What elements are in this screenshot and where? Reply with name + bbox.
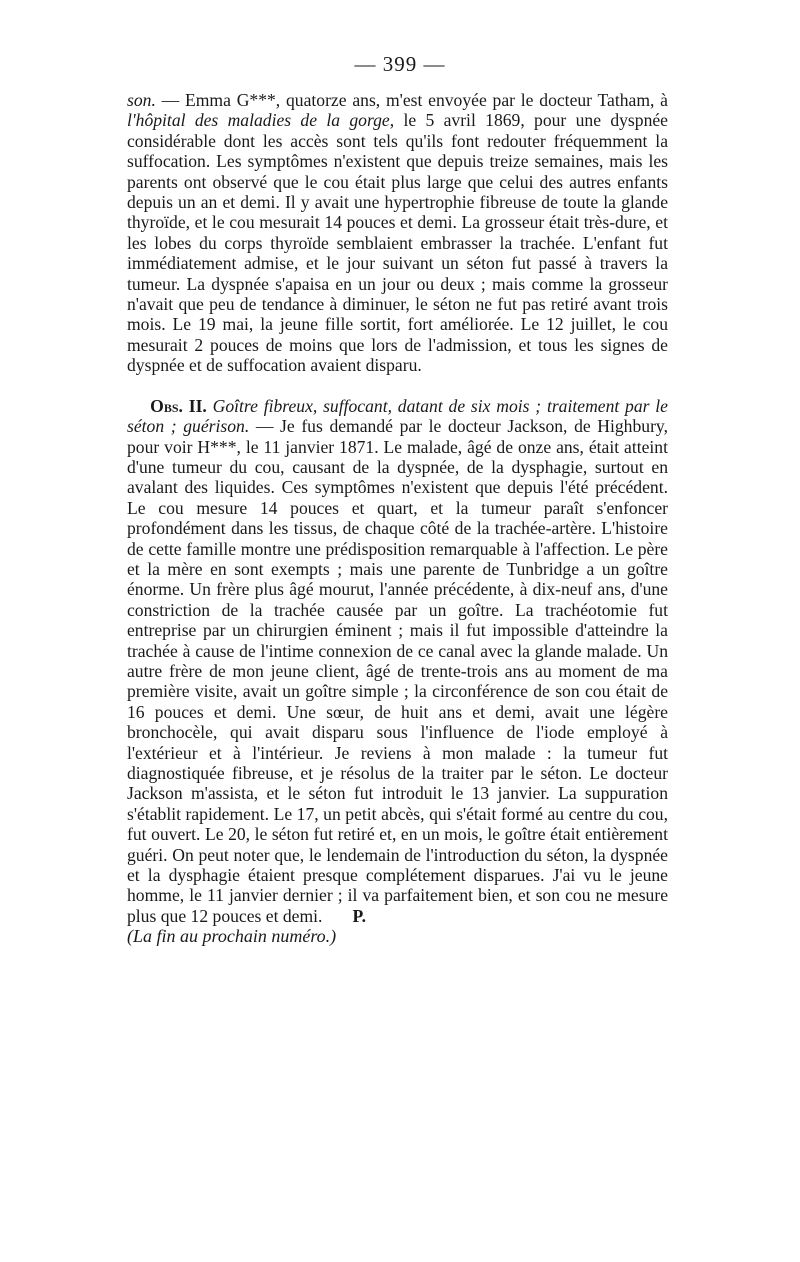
paragraph-1 <box>127 90 668 376</box>
paragraph-1-text-a: — Emma G***, quatorze ans, m'est envoyée par le docteur Tatham, à <box>155 90 668 110</box>
paragraph-2-text: — Je fus demandé par le docteur Jackson, de Highbury, pour voir H***, le 11 janvier 1871. Le malade, âgé de onze ans, était atteint d'une tumeur du cou, causant de la dyspnée, de la dysphagie, surtout en avalant des liquides. Ces symptômes n'existent que depuis l'été précédent. Le cou mesure 14 pouces et quart, et la tumeur paraît s'enfoncer profondément dans les tissus, de chaque côté de la trachée-artère. L'histoire de cette famille montre une prédisposition remarquable à l'affection. Le père et la mère en sont exempts ; mais une parente de Tunbridge a un goître énorme. Un frère plus âgé mourut, l'année précédente, à dix-neuf ans, d'une constriction de la trachée causée par un goître. La trachéotomie fut entreprise par un chirurgien éminent ; mais il fut impossible d'atteindre la trachée à cause de l'intime connexion de ce canal avec la glande malade. Un autre frère de mon jeune client, âgé de trente-trois ans au moment de ma première visite, avait un goître simple ; la circonférence de son cou était de 16 pouces et demi. Une sœur, de huit ans et demi, avait une légère bronchocèle, qui avait disparu sous l'influence de l'iode employé à l'extérieur et à l'intérieur. Je reviens à mon malade : la tumeur fut diagnostiquée fibreuse, et je résolus de la traiter par le séton. Le docteur Jackson m'assista, et le séton fut introduit le 13 janvier. La suppuration s'établit rapidement. Le 17, un petit abcès, qui s'était formé au centre du cou, fut ouvert. Le 20, le séton fut retiré et, en un mois, le goître était entièrement guéri. On peut noter que, le lendemain de l'introduction du séton, la dyspnée et la dysphagie étaient presque complétement disparues. J'ai vu le jeune homme, le 11 janvier dernier ; il va parfaitement bien, et son cou ne mesure plus que 12 pouces et demi. <box>127 416 668 926</box>
body-text <box>127 90 668 947</box>
paragraph-1-text-b: , le 5 avril 1869, pour une dyspnée considérable dont les accès sont tels qu'ils font redouter fréquemment la suffocation. Les symptômes n'existent que depuis treize semaines, mais les parents ont observé que le cou était plus large que celui des autres enfants depuis un an et demi. Il y avait une hypertrophie fibreuse de toute la glande thyroïde, et le cou mesurait 14 pouces et demi. La grosseur était très-dure, et les lobes du corps thyroïde semblaient embrasser la trachée. L'enfant fut immédiatement admise, et le jour suivant un séton fut passé à travers la tumeur. La dyspnée s'apaisa en un jour ou deux ; mais comme la grosseur n'avait que peu de tendance à diminuer, le séton ne fut pas retiré avant trois mois. Le 19 mai, la jeune fille sortit, fort améliorée. Le 12 juillet, le cou mesurait 2 pouces de moins que lors de l'admission, et tous les signes de dyspnée et de suffocation avaient disparu. <box>127 110 668 376</box>
continuation-note: (La fin au prochain numéro.) <box>127 926 337 947</box>
hospital-name: l'hôpital des maladies de la gorge <box>127 110 390 131</box>
observation-label: Obs. II. <box>150 395 207 416</box>
lead-word: son. <box>127 90 156 110</box>
observation-title: Goître fibreux, suffocant, datant de six mois ; traitement par le séton ; guérison. <box>127 395 668 437</box>
author-signature: P. <box>352 905 366 926</box>
page-number: — 399 — <box>354 52 446 76</box>
paragraph-2 <box>127 396 668 927</box>
